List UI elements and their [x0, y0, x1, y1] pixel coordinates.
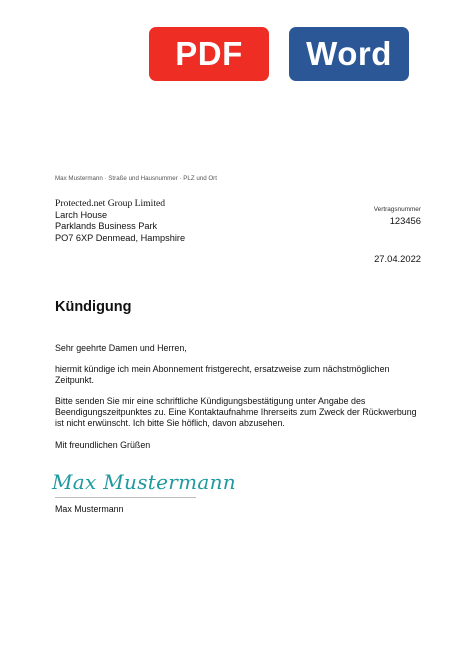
- body-paragraph-1: hiermit kündige ich mein Abonnement fristgerecht, ersatzweise zum nächstmöglichen Zeitpunkt.: [55, 364, 390, 385]
- recipient-street: Parklands Business Park: [55, 221, 158, 231]
- contract-number-value: 123456: [389, 215, 421, 226]
- recipient-building: Larch House: [55, 209, 108, 220]
- signature-line: [55, 497, 196, 498]
- pdf-download-button[interactable]: PDF: [149, 27, 269, 81]
- sender-address-line: Max Mustermann · Straße und Hausnummer · PLZ und Ort: [55, 175, 217, 182]
- recipient-company: Protected.net Group Limited: [55, 198, 166, 209]
- signer-name: Max Mustermann: [55, 504, 124, 514]
- closing-phrase: Mit freundlichen Grüßen: [55, 440, 151, 450]
- recipient-address: [55, 198, 185, 244]
- letter-date: 27.04.2022: [374, 253, 421, 264]
- body-paragraph-2: Bitte senden Sie mir eine schriftliche Kündigungsbestätigung unter Angabe des Beendigungszeitpunktes zu. Eine Kontaktaufnahme Ihrerseits zum Zweck der Rückwerbung ist nicht erwünscht. Ich bitte Sie höflich, davon abzusehen.: [55, 396, 417, 428]
- contract-number-label: Vertragsnummer: [373, 206, 421, 213]
- salutation: Sehr geehrte Damen und Herren,: [55, 343, 187, 353]
- recipient-city: PO7 6XP Denmead, Hampshire: [55, 232, 186, 243]
- word-download-button[interactable]: Word: [289, 27, 409, 81]
- handwritten-signature: Max Mustermann: [52, 470, 236, 494]
- letter-subject: Kündigung: [55, 299, 132, 315]
